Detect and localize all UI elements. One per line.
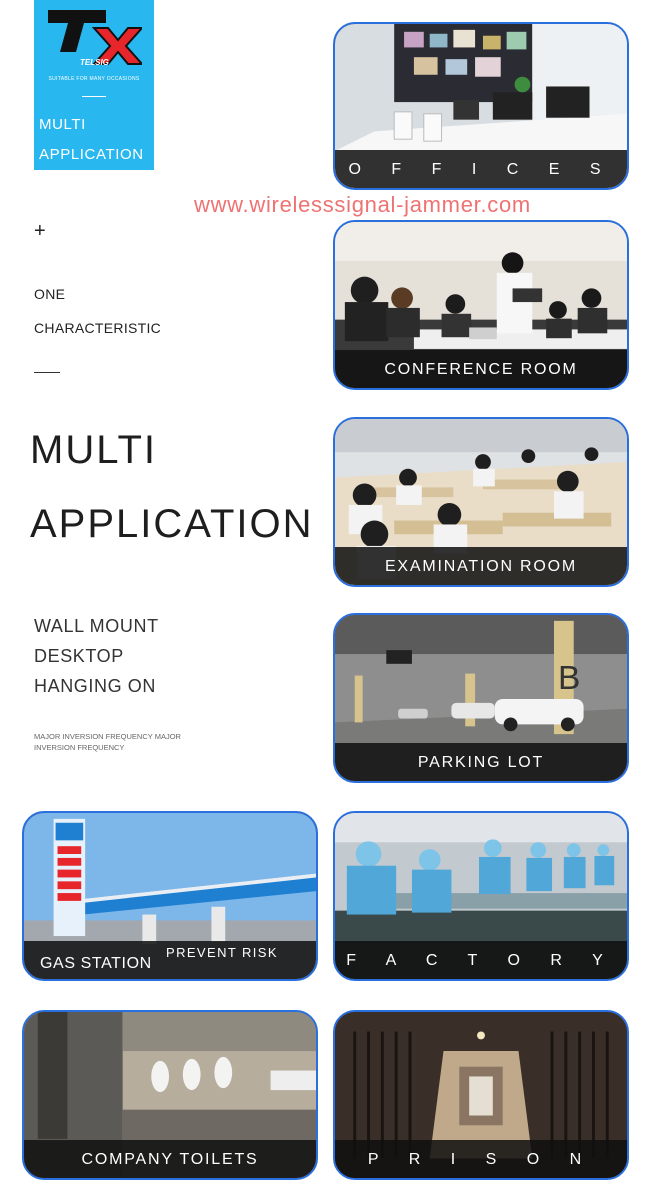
watermark-url: www.wirelesssignal-jammer.com	[194, 192, 531, 217]
mount-hanging: HANGING ON	[34, 676, 157, 696]
gas-prevent-risk-label: PREVENT RISK	[166, 945, 278, 960]
brand-tagline: SUITABLE FOR MANY OCCASIONS	[48, 76, 140, 82]
characteristic-label: CHARACTERISTIC	[34, 320, 162, 336]
card-conference-room	[333, 220, 629, 390]
factory-label: F A C T O R Y	[346, 952, 616, 969]
gas-station-label: GAS STATION	[40, 955, 152, 972]
prison-label: P R I S O N	[367, 1151, 595, 1168]
conference-label: CONFERENCE ROOM	[384, 361, 578, 378]
plus-sign: +	[34, 220, 46, 242]
brand-line1: MULTI	[39, 116, 86, 133]
brand-line2: APPLICATION	[39, 146, 144, 163]
card-parking-lot	[333, 613, 629, 783]
mount-wall: WALL MOUNT	[34, 616, 159, 636]
frequency-note: MAJOR INVERSION FREQUENCY MAJOR INVERSION FREQUENCY	[34, 732, 181, 752]
one-label: ONE	[34, 286, 66, 302]
card-offices	[333, 22, 629, 190]
card-examination-room	[333, 417, 629, 587]
brand-logo-text: TELSIG	[80, 58, 109, 67]
card-company-toilets	[22, 1010, 318, 1180]
card-factory	[333, 811, 629, 981]
headline-multi: MULTI	[30, 428, 158, 472]
card-prison	[333, 1010, 629, 1180]
toilets-label: COMPANY TOILETS	[81, 1151, 259, 1168]
headline-application: APPLICATION	[30, 502, 314, 546]
examination-label: EXAMINATION ROOM	[384, 558, 578, 575]
svg-text:B: B	[557, 660, 581, 698]
brand-panel	[34, 0, 154, 170]
card-gas-station	[22, 811, 318, 981]
mount-desktop: DESKTOP	[34, 646, 124, 666]
parking-label: PARKING LOT	[417, 754, 545, 771]
offices-label: O F F I C E S	[348, 161, 614, 178]
section-divider	[34, 372, 60, 373]
brand-divider	[82, 96, 106, 97]
brand-logo	[46, 6, 142, 68]
